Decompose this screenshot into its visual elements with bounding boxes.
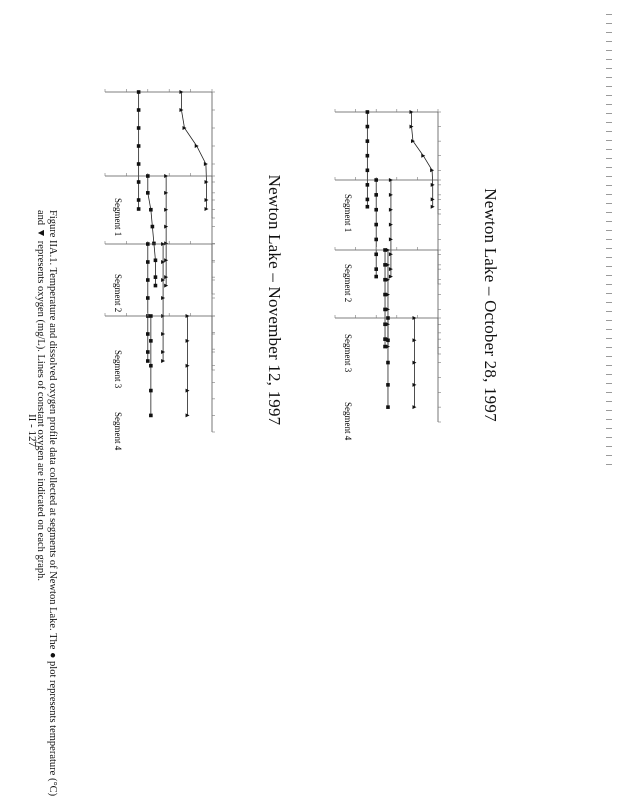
data-point-temperature <box>152 242 156 246</box>
edge-mark <box>606 347 612 348</box>
data-point-temperature <box>137 207 141 211</box>
data-point-temperature <box>366 168 370 172</box>
data-point-temperature <box>146 350 150 354</box>
data-point-temperature <box>374 252 378 256</box>
edge-mark <box>606 149 612 150</box>
data-point-temperature <box>366 110 370 114</box>
data-point-temperature <box>149 314 153 318</box>
edge-mark <box>606 68 612 69</box>
edge-mark <box>606 203 612 204</box>
data-point-temperature <box>366 125 370 129</box>
data-point-temperature <box>151 225 155 229</box>
edge-mark <box>606 401 612 402</box>
data-point-temperature <box>146 260 150 264</box>
data-point-temperature <box>386 383 390 387</box>
edge-mark <box>606 221 612 222</box>
data-point-temperature <box>386 405 390 409</box>
chart-title: Segment 1 <box>343 194 353 233</box>
chart-title: Segment 2 <box>113 274 123 313</box>
edge-mark <box>606 212 612 213</box>
data-point-oxygen <box>421 154 425 158</box>
edge-mark <box>606 95 612 96</box>
data-point-temperature <box>137 108 141 112</box>
edge-mark <box>606 410 612 411</box>
edge-mark <box>606 86 612 87</box>
data-point-temperature <box>146 191 150 195</box>
data-point-oxygen <box>195 144 199 148</box>
chart-segment-7 <box>105 241 215 389</box>
chart-title: Segment 4 <box>343 402 353 441</box>
chart-title: Segment 3 <box>113 350 123 389</box>
edge-mark <box>606 464 612 465</box>
data-point-temperature <box>374 208 378 212</box>
data-point-temperature <box>149 208 153 212</box>
edge-mark <box>606 167 612 168</box>
data-point-temperature <box>374 178 378 182</box>
series-line-temperature <box>181 92 206 209</box>
data-point-temperature <box>154 284 158 288</box>
edge-mark <box>606 320 612 321</box>
edge-mark <box>606 302 612 303</box>
edge-mark <box>606 338 612 339</box>
edge-mark <box>606 266 612 267</box>
edge-mark <box>606 131 612 132</box>
edge-mark <box>606 284 612 285</box>
data-point-temperature <box>146 278 150 282</box>
series-line-temperature <box>412 112 433 207</box>
data-point-temperature <box>149 339 153 343</box>
edge-mark <box>606 104 612 105</box>
data-point-temperature <box>149 414 153 418</box>
edge-mark <box>606 365 612 366</box>
data-point-temperature <box>386 316 390 320</box>
edge-mark <box>606 59 612 60</box>
edge-mark <box>606 257 612 258</box>
edge-mark <box>606 23 612 24</box>
edge-mark <box>606 383 612 384</box>
edge-mark <box>606 140 612 141</box>
section-title-november: Newton Lake – November 12, 1997 <box>265 174 284 426</box>
edge-mark <box>606 275 612 276</box>
data-point-temperature <box>374 267 378 271</box>
edge-mark <box>606 392 612 393</box>
data-point-temperature <box>137 162 141 166</box>
edge-mark <box>606 230 612 231</box>
data-point-temperature <box>137 198 141 202</box>
chart-title: Segment 3 <box>343 334 353 373</box>
edge-mark <box>606 185 612 186</box>
edge-mark <box>606 14 612 15</box>
data-point-temperature <box>386 361 390 365</box>
data-point-temperature <box>386 338 390 342</box>
data-point-temperature <box>137 144 141 148</box>
edge-mark <box>606 356 612 357</box>
edge-mark <box>606 455 612 456</box>
data-point-temperature <box>146 296 150 300</box>
chart-title: Segment 2 <box>343 264 353 303</box>
data-point-temperature <box>374 275 378 279</box>
chart-title: Segment 1 <box>113 198 123 237</box>
data-point-temperature <box>146 242 150 246</box>
edge-mark <box>606 419 612 420</box>
edge-mark <box>606 50 612 51</box>
edge-mark <box>606 113 612 114</box>
data-point-temperature <box>374 193 378 197</box>
data-point-temperature <box>146 332 150 336</box>
figure-caption-line-2: and ▼ represents oxygen (mg/L). Lines of constant oxygen are indicated on each graph. <box>35 210 46 582</box>
data-point-temperature <box>366 139 370 143</box>
edge-mark <box>606 77 612 78</box>
chart-segment-5 <box>105 89 215 236</box>
edge-mark <box>606 311 612 312</box>
edge-mark <box>606 248 612 249</box>
data-point-temperature <box>137 90 141 94</box>
edge-mark <box>606 437 612 438</box>
data-point-temperature <box>366 198 370 202</box>
section-title-october: Newton Lake – October 28, 1997 <box>481 188 500 422</box>
edge-mark <box>606 428 612 429</box>
chart-segment-6 <box>105 173 215 312</box>
data-point-temperature <box>154 275 158 279</box>
edge-mark <box>606 293 612 294</box>
data-point-temperature <box>149 364 153 368</box>
edge-mark <box>606 176 612 177</box>
chart-title: Segment 4 <box>113 412 123 451</box>
data-point-temperature <box>374 223 378 227</box>
edge-mark <box>606 41 612 42</box>
data-point-temperature <box>374 238 378 242</box>
edge-mark <box>606 329 612 330</box>
data-point-temperature <box>146 359 150 363</box>
edge-mark <box>606 32 612 33</box>
edge-mark <box>606 446 612 447</box>
data-point-temperature <box>149 389 153 393</box>
data-point-temperature <box>137 126 141 130</box>
page-number: II - 127 <box>26 414 38 447</box>
data-point-temperature <box>154 258 158 262</box>
edge-mark <box>606 374 612 375</box>
edge-mark <box>606 194 612 195</box>
data-point-temperature <box>366 183 370 187</box>
edge-mark <box>606 122 612 123</box>
figure-caption-line-1: Figure IIA.1. Temperature and dissolved oxygen profile data collected at segments of Newton Lake. The ● plot represents temperature (°C) <box>47 210 58 797</box>
data-point-temperature <box>366 205 370 209</box>
data-point-temperature <box>137 180 141 184</box>
data-point-temperature <box>366 154 370 158</box>
edge-mark <box>606 158 612 159</box>
chart-segment-1 <box>335 109 441 232</box>
data-point-temperature <box>146 174 150 178</box>
edge-mark <box>606 239 612 240</box>
